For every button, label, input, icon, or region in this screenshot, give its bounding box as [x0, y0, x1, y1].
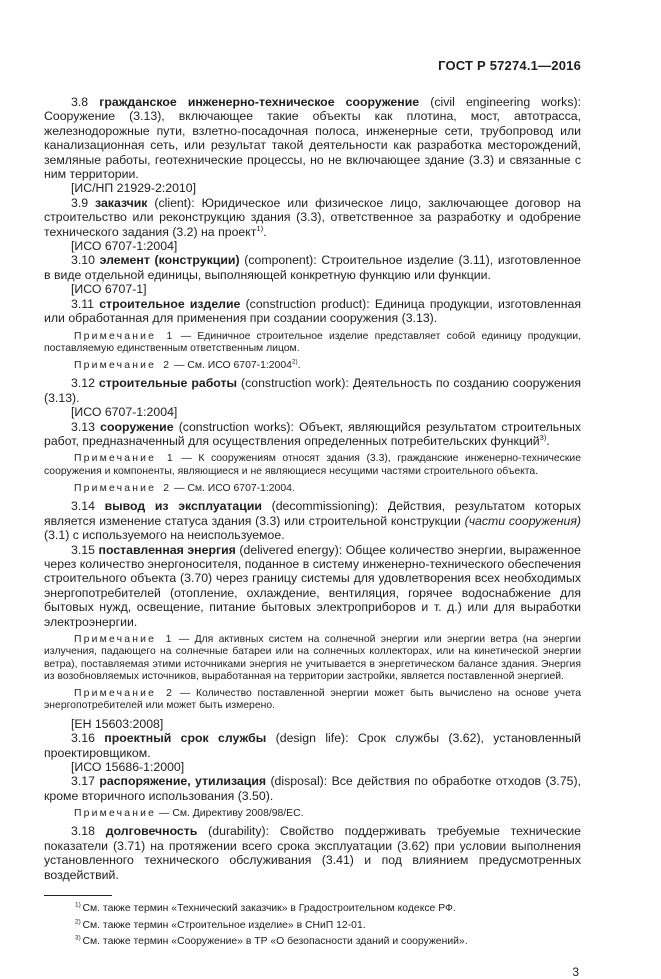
- text-segment: 3.11: [71, 296, 100, 311]
- text-segment: (disposal): Все действия по обработке отходов (3.75), кроме вторичного использования (3.50).: [44, 774, 582, 803]
- text-segment: [ИСО 15686-1:2000]: [71, 759, 185, 774]
- text-segment: элемент (конструкции): [99, 253, 240, 268]
- text-segment: вывод из эксплуатации: [104, 499, 262, 514]
- source-reference: [44, 717, 581, 731]
- definition-paragraph: [44, 774, 581, 803]
- source-reference: [44, 760, 581, 774]
- text-segment: 3.17: [71, 774, 100, 789]
- text-segment: (civil engineering works): Сооружение (3.13), включающее такие объекты как плотина, мост, автотрасса, железнодорожные пути, взлетно-посадочная полоса, инженерные сети, трубопровод или канализационная сеть, или результат такой деятельности как разработка месторождений, земляные работы, геотехнические процессы, но не включающее здание (3.3) и связанные с ним территории.: [44, 95, 581, 182]
- footnote: [44, 936, 581, 949]
- text-segment: [ИСО 6707-1:2004]: [71, 239, 178, 254]
- text-segment: (части сооружения): [464, 513, 581, 528]
- text-segment: долговечность: [105, 824, 198, 839]
- text-segment: Примечание 2: [74, 360, 172, 372]
- text-segment: (construction product): Единица продукции, изготовленная или обработанная для применения при создании сооружения (3.13).: [44, 296, 581, 326]
- footnote-marker: 1): [75, 901, 83, 909]
- text-segment: (durability): Свойство поддерживать требуемые технические показатели (3.71) на протяжении всего срока эксплуатации (3.62) при условии выполнения установленного технического обслуживания (3.41) и под влиянием предусмотренных воздействий.: [44, 824, 581, 882]
- source-reference: [44, 405, 581, 419]
- note-paragraph: [44, 688, 581, 713]
- footnote: [44, 903, 581, 916]
- definition-paragraph: [44, 731, 581, 760]
- text-segment: — Количество поставленной энергии может быть вычислено на основе учета энергопотребителей или может быть измерено.: [44, 688, 581, 712]
- text-segment: Примечание 1: [74, 330, 175, 342]
- text-segment: .: [546, 434, 550, 449]
- text-segment: Примечание 2: [74, 483, 172, 495]
- text-segment: проектный срок службы: [104, 731, 267, 746]
- footnote-text: См. также термин «Технический заказчик» в Градостроительном кодексе РФ.: [82, 903, 456, 915]
- text-segment: (construction work): Деятельность по созданию сооружения (3.13).: [44, 376, 581, 405]
- source-reference: [44, 181, 581, 195]
- content: [44, 95, 581, 882]
- text-segment: Примечание 2: [74, 688, 175, 700]
- text-segment: 3.15: [71, 542, 99, 557]
- footnote-list: [44, 903, 581, 949]
- text-segment: [ИСО 6707-1]: [71, 282, 147, 297]
- text-segment: (decommissioning): Действия, результатом которых является изменение статуса здания (3.3) или строительной конструкции: [44, 499, 581, 528]
- source-reference: [44, 282, 581, 296]
- definition-paragraph: [44, 196, 581, 239]
- superscript-ref: 1): [256, 223, 264, 233]
- definition-paragraph: [44, 543, 581, 629]
- text-segment: — Для активных систем на солнечной энергии или энергии ветра (на энергии излучения, падающего на солнечные батареи или на солнечных коллекторах, или на кинетической энергии ветра), поставляемая этими источниками энергия не учитывается в энергетическом балансе здания. Энергия из возобновляемых источников, выработанная на территории застройки, является поставленной энергией.: [44, 633, 581, 682]
- text-segment: гражданское инженерно-техническое сооружение: [99, 95, 420, 109]
- text-segment: (construction works): Объект, являющийся результатом строительных работ, предназначенный для осуществления определенных потребительских функций: [44, 419, 581, 449]
- definition-paragraph: [44, 253, 581, 282]
- note-paragraph: [44, 483, 581, 495]
- definition-paragraph: [44, 499, 581, 542]
- text-segment: 3.14: [71, 499, 105, 514]
- text-segment: [ЕН 15603:2008]: [71, 716, 164, 731]
- definition-paragraph: [44, 297, 581, 326]
- definition-paragraph: [44, 824, 581, 882]
- footnote-text: См. также термин «Сооружение» в ТР «О безопасности зданий и сооружений».: [82, 936, 468, 948]
- text-segment: (component): Строительное изделие (3.11), изготовленное в виде отдельной единицы, выполняющей конкретную функцию или функции.: [44, 253, 581, 282]
- text-segment: распоряжение, утилизация: [99, 774, 267, 789]
- text-segment: 3.18: [71, 824, 106, 839]
- text-segment: Примечание: [74, 808, 157, 820]
- note-paragraph: [44, 453, 581, 478]
- note-paragraph: [44, 331, 581, 356]
- text-segment: (delivered energy): Общее количество энергии, выраженное через количество энергоносителя, поданное в систему инженерно-технического обеспечения строительного объекта (3.70) через границу системы для удовлетворения всех необходимых энергопотребителей (отопление, охлаждение, вентиляция, горячее водоснабжение для бытовых нужд, освещение, питание бытовых электроприборов и т. д.) или для выработки электроэнергии.: [44, 542, 581, 629]
- text-segment: 3.16: [71, 731, 105, 746]
- footnote-marker: 3): [75, 934, 83, 942]
- footnote-divider: [44, 895, 112, 896]
- text-segment: 3.12: [71, 376, 99, 391]
- text-segment: [ИС/НП 21929-2:2010]: [71, 181, 197, 196]
- text-segment: 3.8: [71, 95, 100, 109]
- text-segment: — К сооружениям относят здания (3.3), гражданские инженерно-технические сооружения и компоненты, являющиеся и не являющиеся несущими частями строительного объекта.: [44, 453, 581, 477]
- footnote-text: См. также термин «Строительное изделие» в СНиП 12-01.: [82, 919, 366, 931]
- note-paragraph: [44, 634, 581, 683]
- definition-paragraph: [44, 420, 581, 449]
- source-reference: [44, 239, 581, 253]
- text-segment: заказчик: [95, 195, 148, 210]
- note-paragraph: [44, 360, 581, 372]
- text-segment: — Единичное строительное изделие представляет собой единицу продукции, поставляемую единственным ответственным лицом.: [44, 330, 581, 354]
- document-code-header: ГОСТ Р 57274.1—2016: [438, 58, 581, 73]
- superscript-ref: 2): [291, 358, 298, 366]
- footnote-marker: 2): [75, 918, 83, 926]
- text-segment: 3.9: [71, 195, 96, 210]
- text-segment: строительное изделие: [99, 296, 241, 311]
- text-segment: (client): Юридическое или физическое лицо, заключающее договор на строительство или реконструкцию здания (3.3), ответственное за разработку и одобрение технического задания (3.2) на проект: [44, 195, 581, 239]
- page-number: 3: [572, 964, 579, 979]
- superscript-ref: 3): [539, 432, 547, 442]
- definition-paragraph: [44, 95, 581, 181]
- text-segment: .: [263, 224, 267, 239]
- text-segment: Примечание 1: [74, 453, 175, 465]
- text-segment: Примечание 1: [74, 633, 174, 645]
- text-segment: .: [297, 360, 301, 372]
- footnote: [44, 920, 581, 933]
- text-segment: поставленная энергия: [98, 542, 236, 557]
- text-segment: (design life): Срок службы (3.62), установленный проектировщиком.: [44, 731, 581, 760]
- text-segment: 3.13: [71, 419, 101, 434]
- text-segment: — См. Директиву 2008/98/ЕС.: [156, 808, 304, 820]
- text-segment: сооружение: [100, 419, 174, 434]
- text-segment: (3.1) с используемого на неиспользуемое.: [44, 528, 285, 543]
- text-segment: [ИСО 6707-1:2004]: [71, 405, 178, 420]
- text-segment: — См. ИСО 6707-1:2004.: [171, 483, 295, 495]
- text-segment: — См. ИСО 6707-1:2004: [171, 360, 292, 372]
- note-paragraph: [44, 808, 581, 820]
- definition-paragraph: [44, 376, 581, 405]
- text-segment: 3.10: [71, 253, 100, 268]
- text-segment: строительные работы: [98, 376, 238, 391]
